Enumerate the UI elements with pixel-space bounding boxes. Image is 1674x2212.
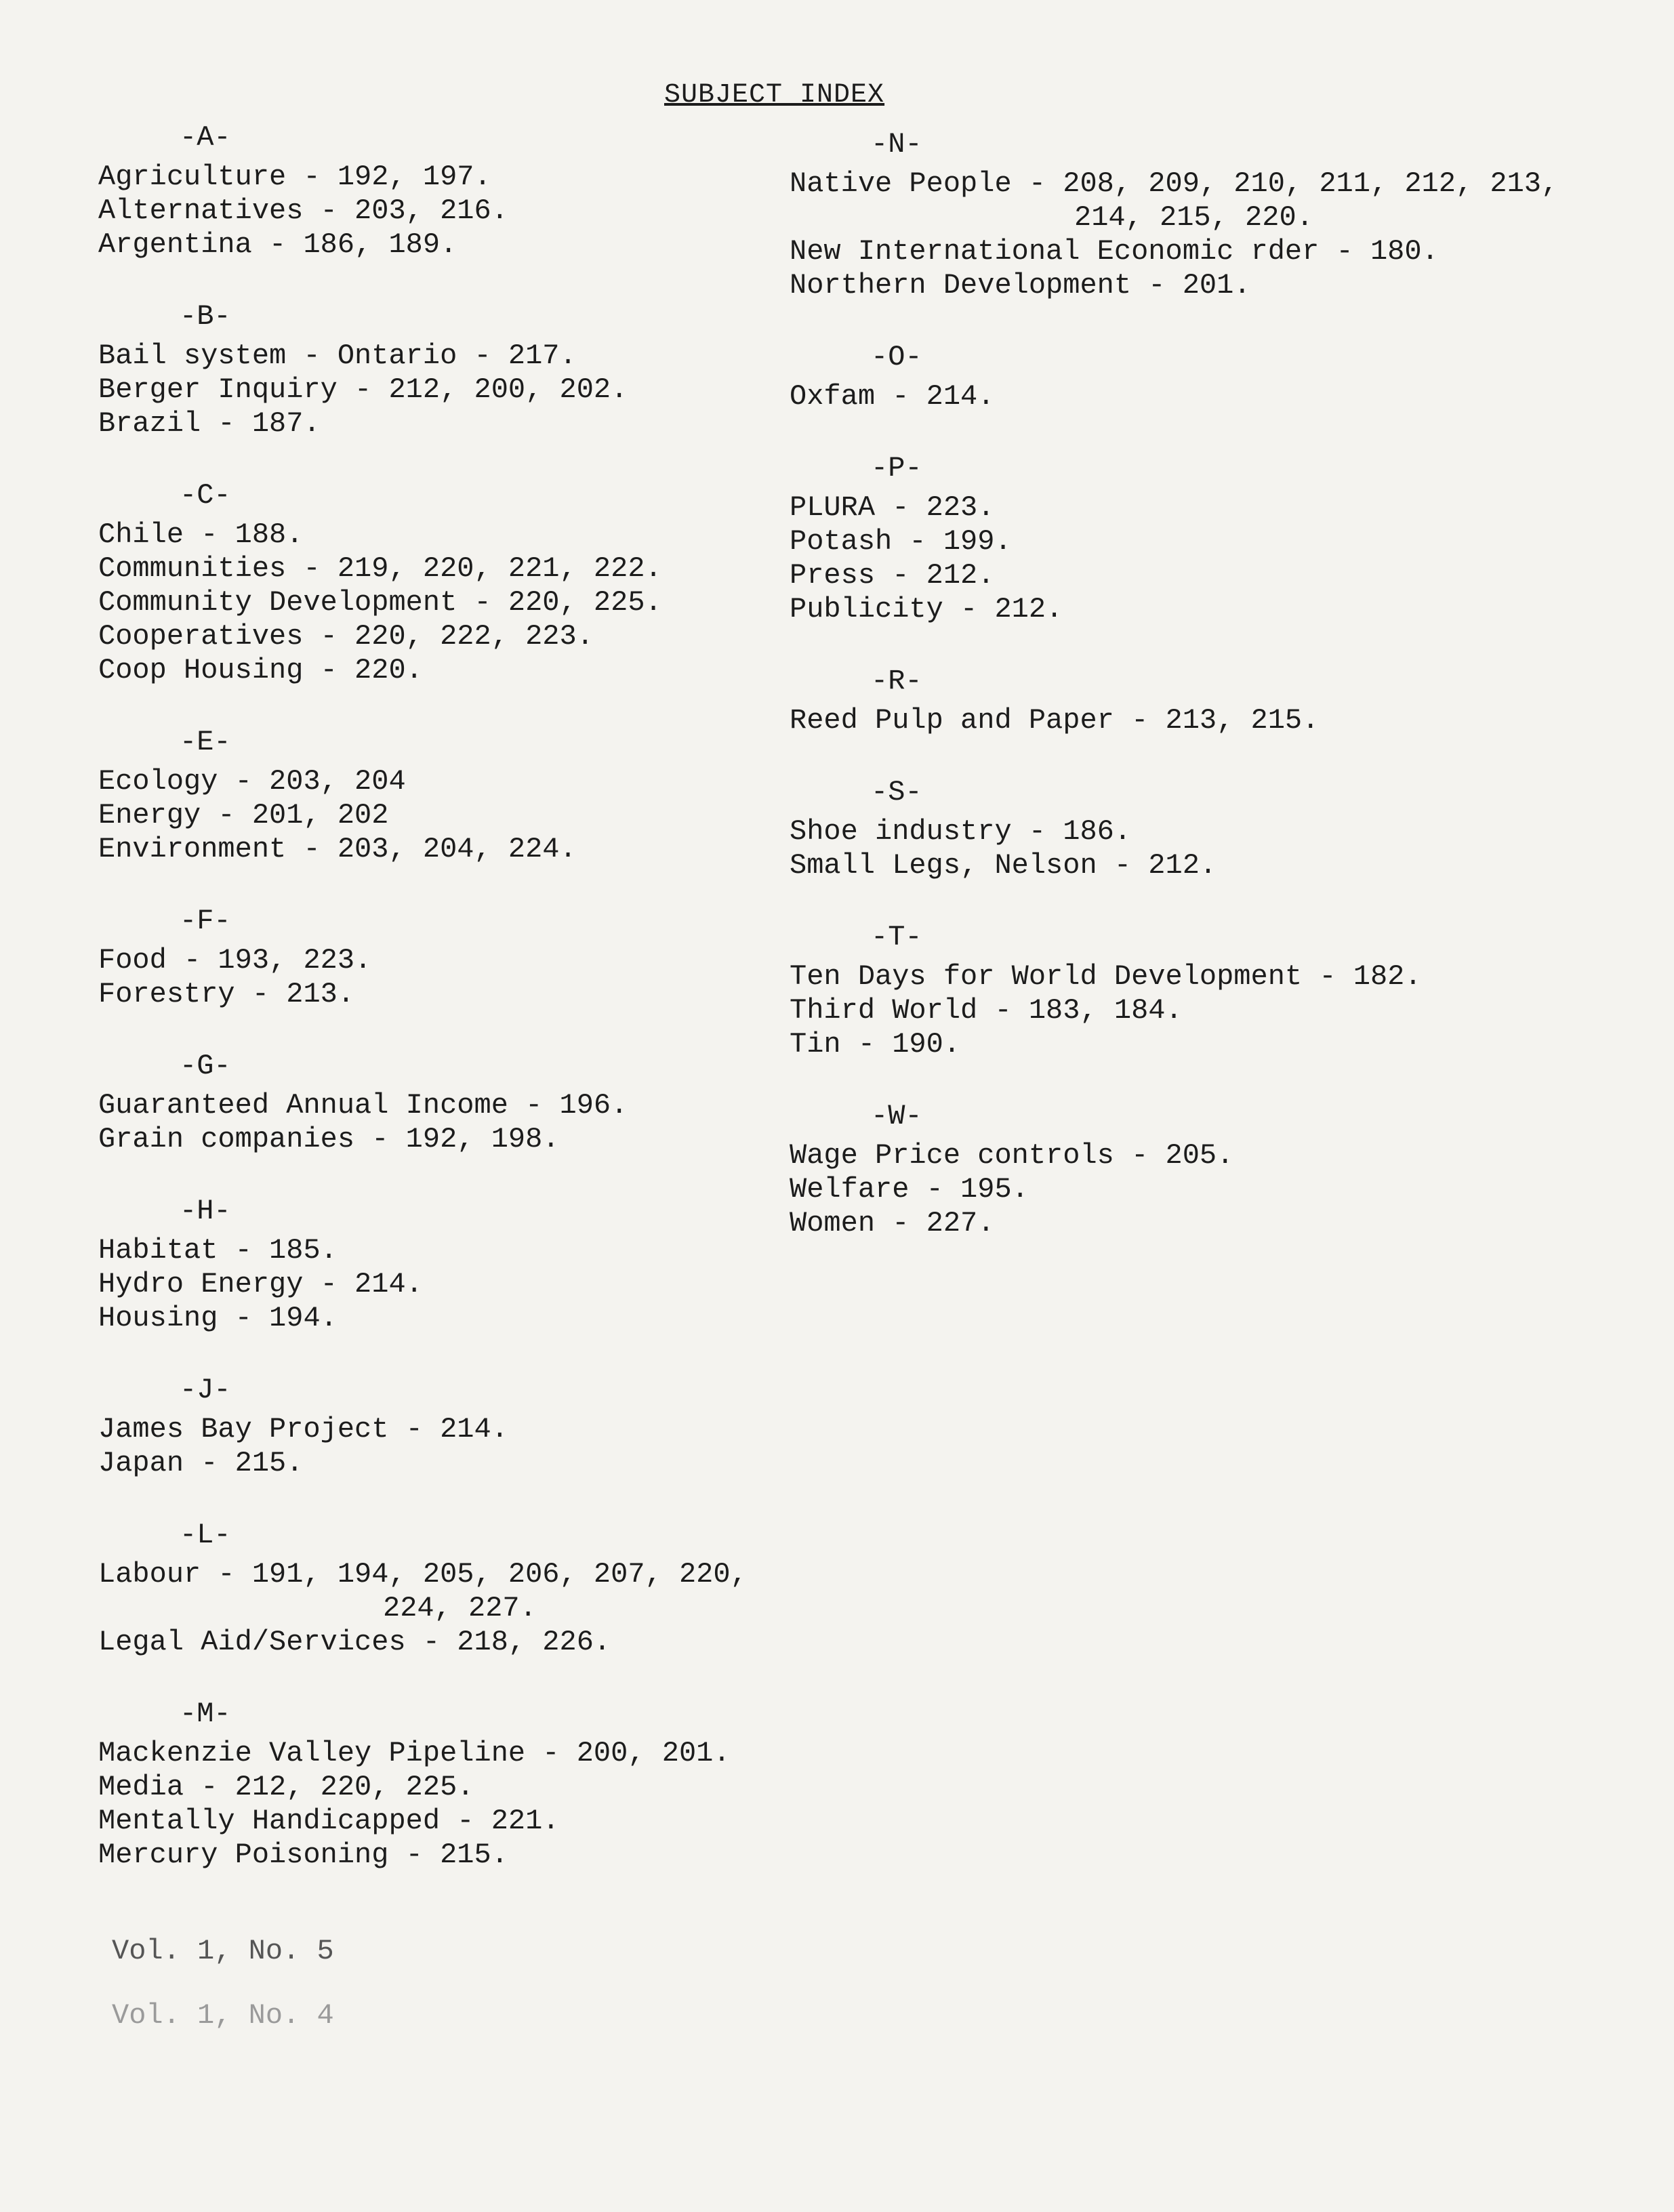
- index-section: [98, 1194, 748, 1335]
- index-entry: Small Legs, Nelson - 212.: [790, 849, 1217, 882]
- index-entry: Labour - 191, 194, 205, 206, 207, 220,: [98, 1558, 748, 1591]
- section-letter: -G-: [180, 1050, 231, 1082]
- index-entry: Mercury Poisoning - 215.: [98, 1839, 508, 1871]
- section-letter: -O-: [871, 341, 922, 373]
- index-entry: Forestry - 213.: [98, 978, 355, 1010]
- index-entry: 214, 215, 220.: [1074, 201, 1313, 234]
- index-entry: Third World - 183, 184.: [790, 994, 1183, 1027]
- index-section: [790, 775, 1558, 882]
- volume-number: Vol. 1, No. 5: [112, 1935, 334, 1967]
- index-entry: Alternatives - 203, 216.: [98, 194, 508, 227]
- index-entry: Energy - 201, 202: [98, 799, 389, 832]
- index-section: [98, 1697, 748, 1872]
- section-letter: -L-: [180, 1519, 231, 1551]
- index-entry: Grain companies - 192, 198.: [98, 1123, 560, 1155]
- index-entry: Ecology - 203, 204: [98, 765, 406, 798]
- index-section: [98, 1049, 748, 1156]
- index-entry: Agriculture - 192, 197.: [98, 161, 491, 193]
- index-section: [98, 904, 748, 1011]
- index-entry: Oxfam - 214.: [790, 380, 995, 413]
- index-entry: Ten Days for World Development - 182.: [790, 960, 1422, 993]
- index-entry: Shoe industry - 186.: [790, 815, 1132, 848]
- section-letter: -M-: [180, 1698, 231, 1730]
- section-letter: -S-: [871, 776, 922, 808]
- section-letter: -R-: [871, 665, 922, 697]
- index-section: [98, 478, 748, 687]
- section-letter: -H-: [180, 1195, 231, 1227]
- index-entry: Tin - 190.: [790, 1028, 961, 1061]
- index-section: [790, 340, 1558, 413]
- index-entry: Cooperatives - 220, 222, 223.: [98, 620, 594, 653]
- index-entry: Housing - 194.: [98, 1302, 338, 1334]
- section-letter: -N-: [871, 128, 922, 161]
- index-entry: Hydro Energy - 214.: [98, 1268, 423, 1300]
- index-entry: Habitat - 185.: [98, 1234, 338, 1267]
- index-entry: Mentally Handicapped - 221.: [98, 1805, 560, 1837]
- index-section: [790, 127, 1558, 302]
- index-entry: Japan - 215.: [98, 1447, 304, 1479]
- index-entry: Press - 212.: [790, 559, 995, 592]
- index-entry: Women - 227.: [790, 1207, 995, 1240]
- index-entry: Native People - 208, 209, 210, 211, 212, 213,: [790, 167, 1559, 200]
- section-letter: -F-: [180, 905, 231, 937]
- index-entry: PLURA - 223.: [790, 491, 995, 524]
- index-section: [98, 1518, 748, 1659]
- index-entry: Welfare - 195.: [790, 1173, 1029, 1206]
- index-entry: Bail system - Ontario - 217.: [98, 340, 577, 372]
- index-entry: 224, 227.: [383, 1592, 537, 1624]
- index-entry: Media - 212, 220, 225.: [98, 1771, 474, 1803]
- index-entry: Mackenzie Valley Pipeline - 200, 201.: [98, 1737, 731, 1769]
- index-entry: Chile - 188.: [98, 518, 304, 551]
- index-entry: James Bay Project - 214.: [98, 1413, 508, 1446]
- section-letter: -B-: [180, 300, 231, 333]
- index-entry: Community Development - 220, 225.: [98, 586, 662, 619]
- section-letter: -A-: [180, 121, 231, 154]
- index-entry: New International Economic rder - 180.: [790, 235, 1439, 268]
- volume-number-faded: Vol. 1, No. 4: [112, 1999, 334, 2032]
- index-entry: Coop Housing - 220.: [98, 654, 423, 687]
- index-entry: Communities - 219, 220, 221, 222.: [98, 552, 662, 585]
- index-section: [98, 725, 748, 866]
- index-entry: Argentina - 186, 189.: [98, 228, 457, 261]
- index-section: [98, 300, 748, 441]
- index-section: [98, 121, 748, 262]
- right-index-column: [790, 127, 1558, 1278]
- section-letter: -J-: [180, 1374, 231, 1406]
- index-entry: Northern Development - 201.: [790, 269, 1251, 302]
- index-entry: Publicity - 212.: [790, 593, 1063, 626]
- section-letter: -E-: [180, 726, 231, 758]
- section-letter: -W-: [871, 1100, 922, 1132]
- index-entry: Brazil - 187.: [98, 407, 321, 440]
- section-letter: -T-: [871, 921, 922, 954]
- index-section: [790, 1099, 1558, 1240]
- index-entry: Legal Aid/Services - 218, 226.: [98, 1626, 611, 1658]
- index-section: [790, 451, 1558, 626]
- index-entry: Environment - 203, 204, 224.: [98, 833, 577, 865]
- index-entry: Food - 193, 223.: [98, 944, 372, 977]
- index-entry: Reed Pulp and Paper - 213, 215.: [790, 704, 1320, 737]
- left-index-column: [98, 121, 748, 1910]
- index-entry: Potash - 199.: [790, 525, 1012, 558]
- page-title: SUBJECT INDEX: [664, 80, 885, 110]
- index-entry: Wage Price controls - 205.: [790, 1139, 1234, 1172]
- index-section: [790, 664, 1558, 737]
- index-entry: Berger Inquiry - 212, 200, 202.: [98, 373, 628, 406]
- index-section: [790, 920, 1558, 1061]
- index-entry: Guaranteed Annual Income - 196.: [98, 1089, 628, 1122]
- section-letter: -C-: [180, 479, 231, 512]
- section-letter: -P-: [871, 452, 922, 485]
- index-section: [98, 1373, 748, 1480]
